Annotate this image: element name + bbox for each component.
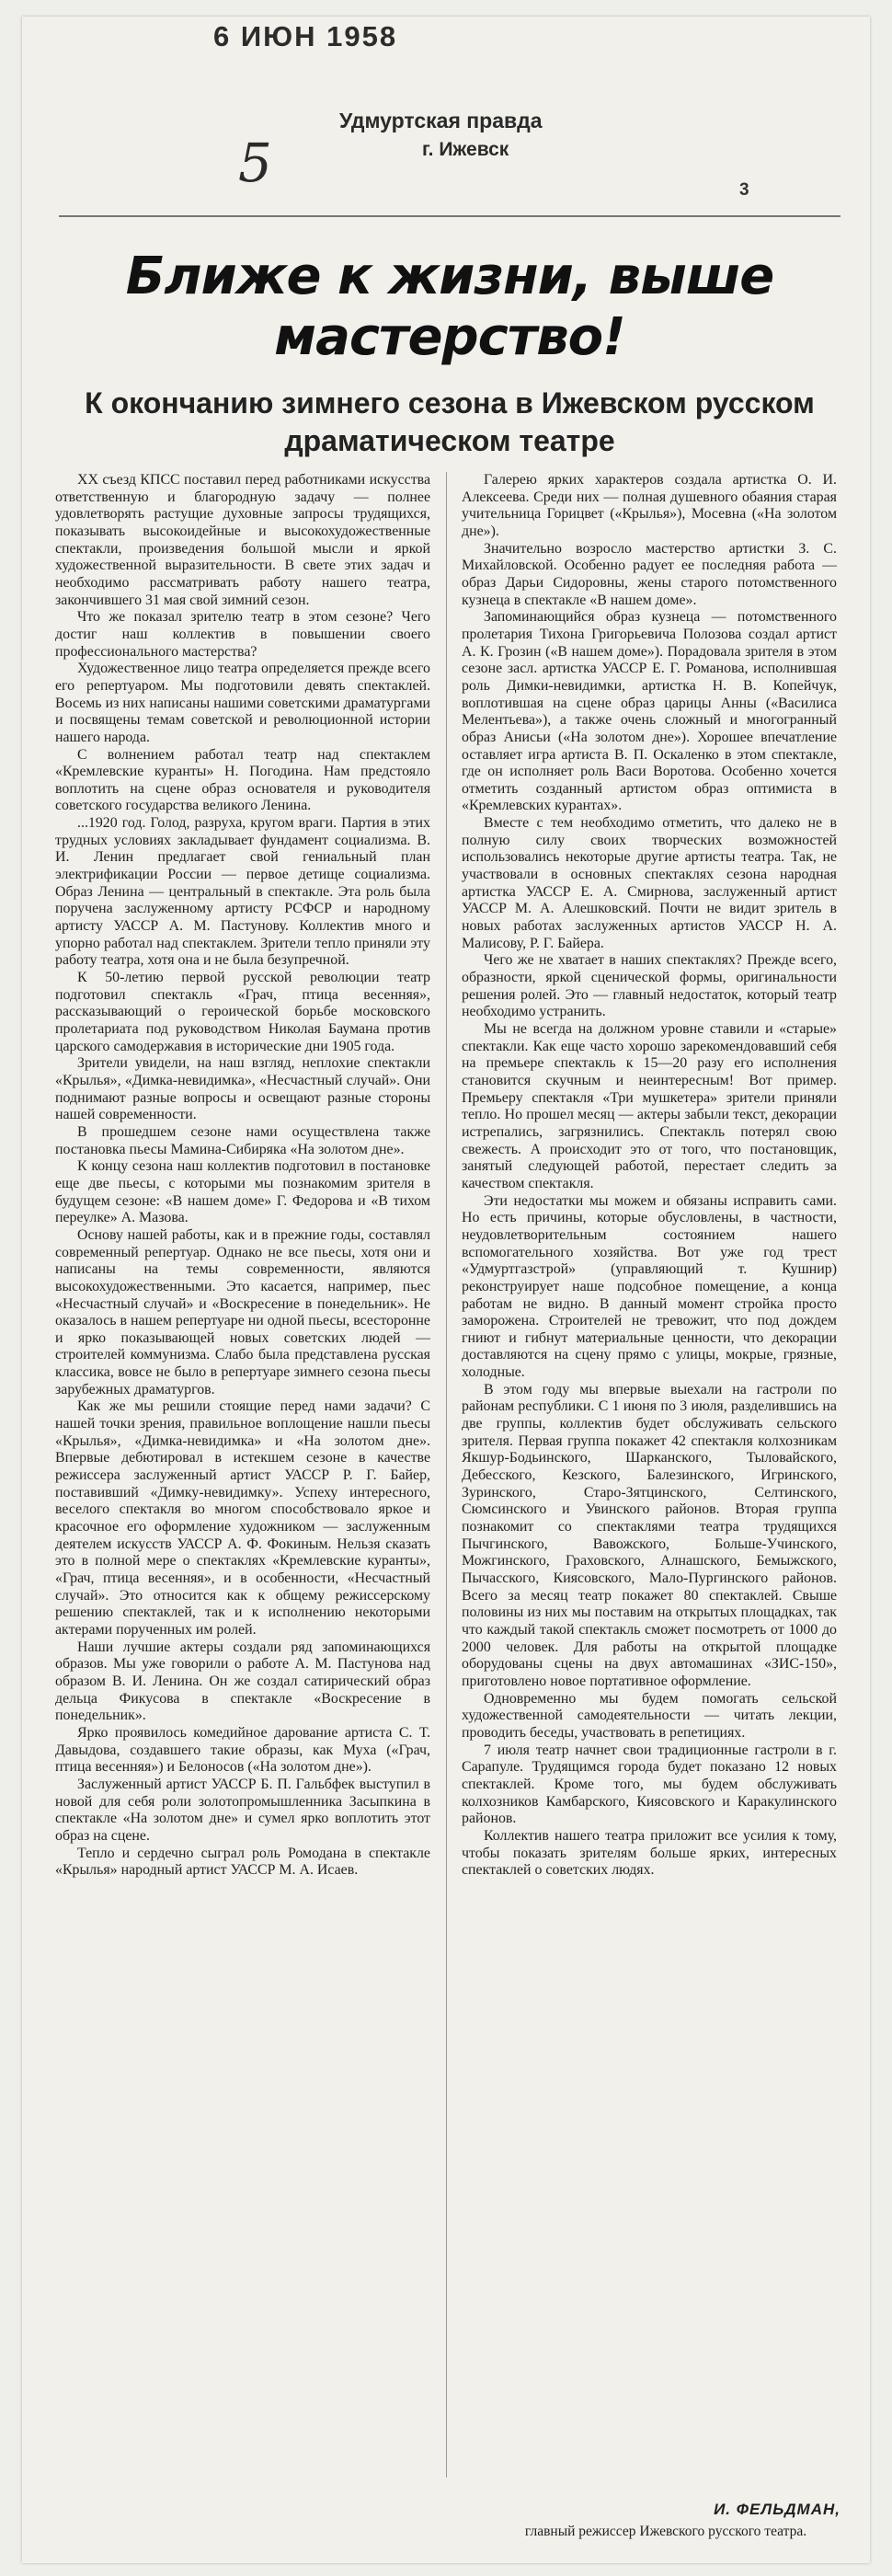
- newspaper-clipping: [22, 17, 870, 2563]
- article-signature: [491, 2501, 841, 2540]
- page-number: 3: [739, 180, 749, 200]
- article-body: [55, 472, 837, 2478]
- article-paragraph: Эти недостатки мы можем и обязаны исправить сами. Но есть причины, которые обусловлены, в частности, неудовлетворительным состоянием нашего вспомогательного хозяйства. Вот уже год трест «Удмуртгазстрой» (управляющий т. Кушнир) реконструирует наше подсобное помещение, а конца работам не видно. В данный момент стройка просто заморожена. Строителей не тревожит, что под дождем гниют и гибнут материальные ценности, что декорации доставляются на сцену прямо с улицы, мокрые, грязные, холодные.: [462, 1192, 837, 1381]
- article-paragraph: ...1920 год. Голод, разруха, кругом враги. Партия в этих трудных условиях закладывает фундамент социализма. В. И. Ленин предлагает свой гениальный план электрификации России — первое детище социализма. Образ Ленина — центральный в спектакле. Эта роль была поручена заслуженному артисту РСФСР и народному артисту УАССР А. М. Пастунову. Коллектив много и упорно работал над спектаклем. Зрители тепло приняли эту работу театра, хотя она и не была безупречной.: [55, 815, 430, 969]
- article-paragraph: Галерею ярких характеров создала артистка О. И. Алексеева. Среди них — полная душевного обаяния старая учительница Горицвет («Крылья»), Мосевна («На золотом дне»).: [462, 472, 837, 539]
- article-paragraph: С волнением работал театр над спектаклем «Кремлевские куранты» Н. Погодина. Нам предстояло воплотить на сцене образ основателя и руководителя советского государства великого Ленина.: [55, 746, 430, 814]
- author-title: главный режиссер Ижевского русского театра.: [524, 2524, 807, 2539]
- header-rule: [59, 215, 841, 217]
- article-paragraph: В прошедшем сезоне нами осуществлена также постановка пьесы Мамина-Сибиряка «На золотом дне».: [55, 1123, 430, 1157]
- newspaper-city: г. Ижевск: [422, 139, 509, 160]
- article-column-left: [55, 472, 430, 2478]
- column-divider: [446, 472, 447, 2478]
- article-paragraph: Одновременно мы будем помогать сельской художественной самодеятельности — читать лекции, проводить беседы, участвовать в репетициях.: [462, 1690, 837, 1741]
- article-paragraph: Коллектив нашего театра приложит все усилия к тому, чтобы показать зрителям больше ярких, интересных спектаклей о советских людях.: [462, 1827, 837, 1879]
- article-paragraph: Тепло и сердечно сыграл роль Ромодана в спектакле «Крылья» народный артист УАССР М. А. Исаев.: [55, 1845, 430, 1879]
- article-paragraph: Вместе с тем необходимо отметить, что далеко не в полную силу своих творческих возможностей использовались некоторые другие артисты театра. Так, не участвовали в основных спектаклях сезона народная артистка УАССР Е. А. Смирнова, заслуженный артист УАССР М. А. Алешковский. Почти не видит зритель в новых работах заслуженных артистов УАССР Н. А. Малисову, Р. Г. Байера.: [462, 815, 837, 951]
- article-paragraph: Запоминающийся образ кузнеца — потомственного пролетария Тихона Григорьевича Полозова создал артист А. К. Грозин («В нашем доме»). Порадовала зрителя в этом сезоне засл. артистка УАССР Е. Г. Романова, исполнившая роль Димки-невидимки, артистка Н. В. Копейчук, воплотившая на сцене образ царицы Анны («Василиса Мелентьева»), а также очень сложный и многогранный образ Анисьи («На золотом дне»). Хорошее впечатление оставляет игра артиста В. П. Оскаленко в этом спектакле, где он исполняет роль Васи Воротова. Особенно хочется отметить созданный артистом образ оптимиста в «Кремлевских курантах».: [462, 609, 837, 814]
- article-paragraph: Заслуженный артист УАССР Б. П. Гальбфек выступил в новой для себя роли золотопромышленника Засыпкина в спектакле «На золотом дне» и сумел ярко воплотить этот образ на сцене.: [55, 1776, 430, 1844]
- article-subheadline: К окончанию зимнего сезона в Ижевском русском драматическом театре: [85, 386, 815, 457]
- article-paragraph: Чего же не хватает в наших спектаклях? Прежде всего, образности, яркой сценической формы, оригинальности решения ролей. Это — главный недостаток, который театр необходимо устранить.: [462, 952, 837, 1020]
- article-paragraph: Ярко проявилось комедийное дарование артиста С. Т. Давыдова, создавшего такие образы, как Муха («Грач, птица весенняя») и Белоносов («На золотом дне»).: [55, 1724, 430, 1776]
- article-column-right: [462, 472, 837, 2478]
- article-paragraph: Как же мы решили стоящие перед нами задачи? С нашей точки зрения, правильное воплощение нашли пьесы «Крылья», «Димка-невидимка» и «На золотом дне». Впервые дебютировал в истекшем сезоне в качестве режиссера заслуженный артист УАССР Р. Г. Байер, поставивший «Димку-невидимку». Успеху интересного, веселого спектакля во многом способствовало яркое и красочное его оформление художником — заслуженным деятелем искусств УАССР А. Ф. Фокиным. Нельзя сказать это в полной мере о спектаклях «Кремлевские куранты», «Грач, птица весенняя», и в особенности, «Несчастный случай». Это относится как к общему режиссерскому решению спектаклей, так и к исполнению некоторыми актерами порученных им ролей.: [55, 1398, 430, 1638]
- article-paragraph: В этом году мы впервые выехали на гастроли по районам республики. С 1 июня по 3 июля, разделившись на две группы, коллектив будет обслуживать сельского зрителя. Первая группа покажет 42 спектакля колхозникам Якшур-Бодьинского, Шарканского, Тыловайского, Дебесского, Кезского, Балезинского, Игринского, Зуринского, Старо-Зятцинского, Селтинского, Сюмсинского и Увинского районов. Вторая группа познакомит со спектаклями театра трудящихся Пычгинского, Вавожского, Больше-Учинского, Можгинского, Граховского, Алнашского, Бемыжского, Пычасского, Киясовского, Мало-Пургинского районов. Всего за месяц театр покажет 80 спектаклей. Свыше половины из них мы поставим на открытых площадках, так что каждый такой спектакль сможет посмотреть от 1000 до 2000 человек. Для работы на открытой площадке оборудованы сцены на двух автомашинах «ЗИС-150», приготовлено новое портативное оформление.: [462, 1381, 837, 1689]
- article-paragraph: Зрители увидели, на наш взгляд, неплохие спектакли «Крылья», «Димка-невидимка», «Несчастный случай». Они поднимают разные вопросы и освещают разные стороны нашей современности.: [55, 1055, 430, 1123]
- article-paragraph: 7 июля театр начнет свои традиционные гастроли в г. Сарапуле. Трудящимся города будет показано 12 новых спектаклей. Кроме того, мы будем обслуживать колхозников Камбарского, Киясовского и Каракулинского районов.: [462, 1742, 837, 1827]
- article-paragraph: XX съезд КПСС поставил перед работниками искусства ответственную и благородную задачу — полнее удовлетворять растущие духовные запросы трудящихся, показывать высокоидейные и высокохудожественные спектакли, произведения большой мысли и яркой художественной выразительности. В свете этих задач и необходимо рассматривать работу нашего театра, закончившего 31 мая свой зимний сезон.: [55, 472, 430, 608]
- handwritten-number: 5: [238, 132, 272, 194]
- article-paragraph: К 50-летию первой русской революции театр подготовил спектакль «Грач, птица весенняя», рассказывающий о героической борьбе московского пролетариата под руководством Николая Баумана против царского самодержавия в исторические дни 1905 года.: [55, 970, 430, 1054]
- article-paragraph: Художественное лицо театра определяется прежде всего его репертуаром. Мы подготовили девять спектаклей. Восемь из них написаны нашими советскими драматургами и посвящены темам советской и революционной истории нашего народа.: [55, 661, 430, 745]
- article-paragraph: Что же показал зрителю театр в этом сезоне? Чего достиг наш коллектив в повышении своего профессионального мастерства?: [55, 609, 430, 660]
- article-paragraph: Мы не всегда на должном уровне ставили и «старые» спектакли. Как еще часто хорошо зарекомендовавший себя на премьере спектакль к 15—20 разу его исполнения становится скучным и неинтересным! Вот пример. Премьеру спектакля «Три мушкетера» зрители приняли тепло. Но прошел месяц — актеры забыли текст, декорации истрепались, загрязнились. Спектакль потерял свою свежесть. А происходит это от того, что постановщик, занятый следующей работой, перестает следить за качеством спектакля.: [462, 1021, 837, 1191]
- article-paragraph: Значительно возросло мастерство артистки З. С. Михайловской. Особенно радует ее последняя работа — образ Дарьи Сидоровны, жены старого потомственного кузнеца в спектакле «В нашем доме».: [462, 540, 837, 608]
- article-headline: Ближе к жизни, выше мастерство!: [125, 247, 774, 367]
- article-paragraph: Наши лучшие актеры создали ряд запоминающихся образов. Мы уже говорили о работе А. М. Пастунова над образом В. И. Ленина. Он же создал сатирический образ дельца Фикусова в спектакле «Воскресение в понедельник».: [55, 1639, 430, 1724]
- newspaper-name: Удмуртская правда: [339, 109, 543, 132]
- date-stamp: 6 ИЮН 1958: [213, 20, 398, 52]
- article-paragraph: К концу сезона наш коллектив подготовил в постановке еще две пьесы, с которыми мы познакомим зрителя в будущем сезоне: «В нашем доме» Г. Федорова и «В тихом переулке» А. Мазова.: [55, 1158, 430, 1226]
- author-name: И. ФЕЛЬДМАН,: [714, 2501, 841, 2518]
- article-paragraph: Основу нашей работы, как и в прежние годы, составлял современный репертуар. Однако не все пьесы, хотя они и написаны на темы современности, являются высокохудожественными. Это касается, например, пьес «Несчастный случай» и «Воскресение в понедельник». Не оказалось в нашем репертуаре ни одной пьесы, всесторонне и ярко показывающей новых советских людей — строителей коммунизма. Слабо была представлена русская классика, вовсе не было в репертуаре зимнего сезона пьесы зарубежных драматургов.: [55, 1226, 430, 1397]
